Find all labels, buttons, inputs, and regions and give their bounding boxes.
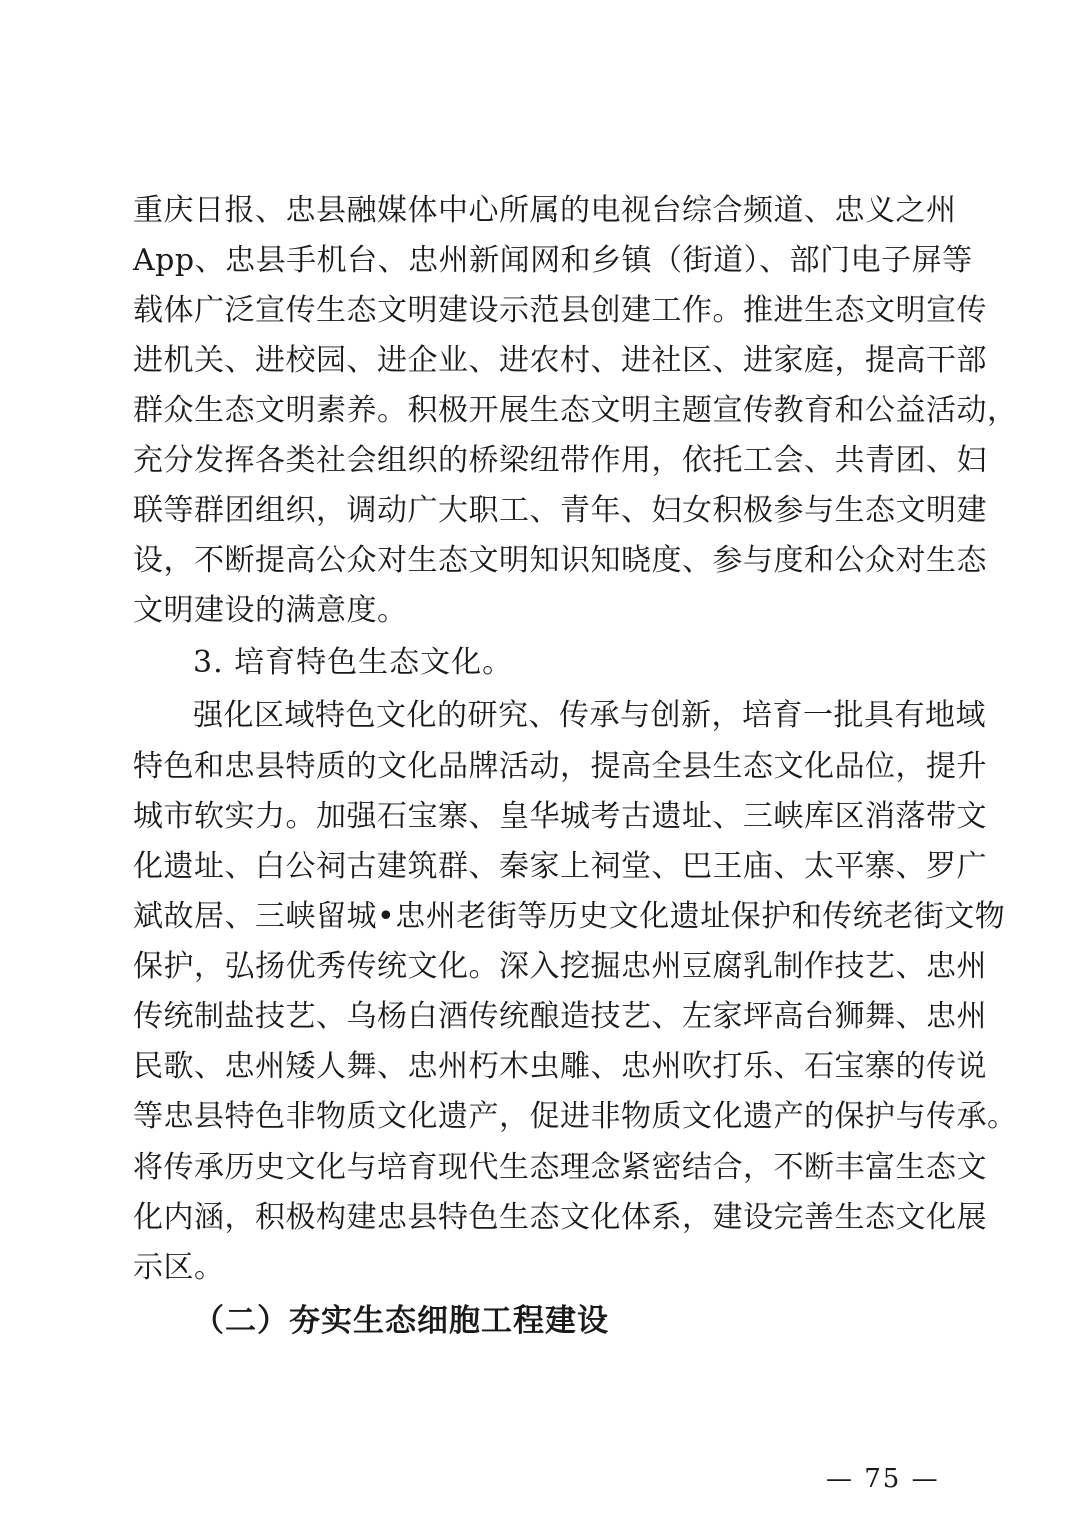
paragraph-line: 示区。 xyxy=(133,1250,225,1285)
paragraph-line: 保护，弘扬优秀传统文化。深入挖掘忠州豆腐乳制作技艺、忠州 xyxy=(133,949,987,984)
paragraph-line: 载体广泛宣传生态文明建设示范县创建工作。推进生态文明宣传 xyxy=(133,293,987,328)
paragraph-line: 将传承历史文化与培育现代生态理念紧密结合，不断丰富生态文 xyxy=(133,1150,987,1185)
paragraph-line: 斌故居、三峡留城•忠州老街等历史文化遗址保护和传统老街文物 xyxy=(133,899,1006,934)
paragraph-line: 化内涵，积极构建忠县特色生态文化体系，建设完善生态文化展 xyxy=(133,1200,987,1235)
paragraph-line: 强化区域特色文化的研究、传承与创新，培育一批具有地域 xyxy=(193,698,986,733)
paragraph-line: 传统制盐技艺、乌杨白酒传统酿造技艺、左家坪高台狮舞、忠州 xyxy=(133,999,987,1034)
paragraph-line: App、忠县手机台、忠州新闻网和乡镇（街道）、部门电子屏等 xyxy=(133,243,973,278)
paragraph-line: 充分发挥各类社会组织的桥梁纽带作用，依托工会、共青团、妇 xyxy=(133,443,987,478)
item-heading: 3. 培育特色生态文化。 xyxy=(193,645,514,680)
paragraph-line: 民歌、忠州矮人舞、忠州朽木虫雕、忠州吹打乐、石宝寨的传说 xyxy=(133,1049,987,1084)
paragraph-line: 重庆日报、忠县融媒体中心所属的电视台综合频道、忠义之州 xyxy=(133,193,957,228)
paragraph-line: 城市软实力。加强石宝寨、皇华城考古遗址、三峡库区消落带文 xyxy=(133,799,987,834)
paragraph-line: 设，不断提高公众对生态文明知识知晓度、参与度和公众对生态 xyxy=(133,543,987,578)
paragraph-line: 群众生态文明素养。积极开展生态文明主题宣传教育和公益活动， xyxy=(133,393,1018,428)
page-number: — 75 — xyxy=(826,1464,940,1494)
section-heading: （二）夯实生态细胞工程建设 xyxy=(193,1303,609,1339)
paragraph-line: 进机关、进校园、进企业、进农村、进社区、进家庭，提高干部 xyxy=(133,343,987,378)
paragraph-line: 文明建设的满意度。 xyxy=(133,593,408,628)
paragraph-line: 联等群团组织，调动广大职工、青年、妇女积极参与生态文明建 xyxy=(133,493,987,528)
paragraph-line: 特色和忠县特质的文化品牌活动，提高全县生态文化品位，提升 xyxy=(133,749,987,784)
paragraph-line: 等忠县特色非物质文化遗产，促进非物质文化遗产的保护与传承。 xyxy=(133,1099,1018,1134)
paragraph-line: 化遗址、白公祠古建筑群、秦家上祠堂、巴王庙、太平寨、罗广 xyxy=(133,849,987,884)
